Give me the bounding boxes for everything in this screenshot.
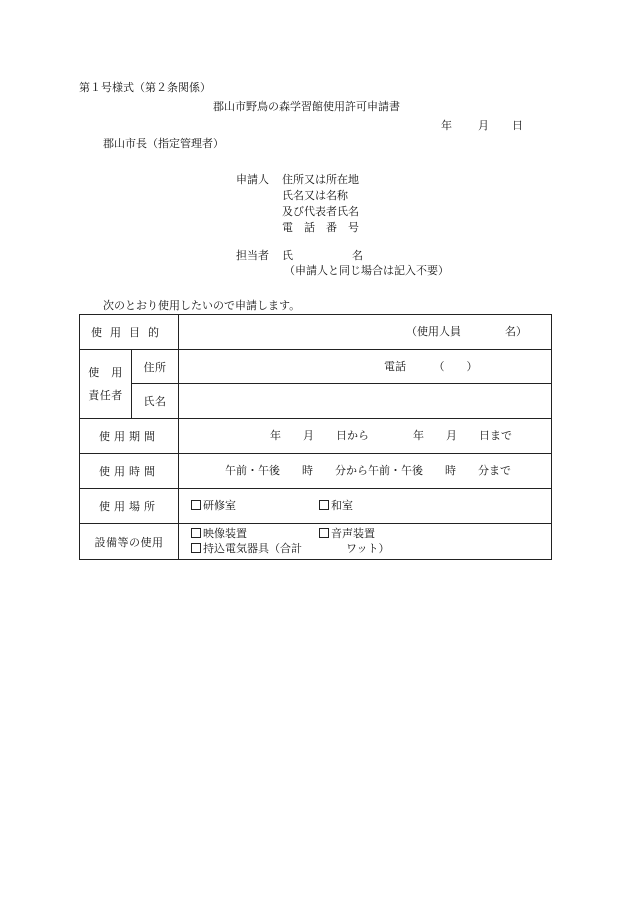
equipment-option-video-label: 映像装置 bbox=[203, 527, 247, 540]
intro-text: 次のとおり使用したいので申請します。 bbox=[103, 299, 301, 312]
row-responsible-name bbox=[80, 384, 552, 419]
row-place bbox=[80, 489, 552, 524]
row-responsible-address bbox=[80, 350, 552, 384]
applicant-phone-label: 電 話 番 号 bbox=[282, 221, 359, 234]
purpose-label: 使用目的 bbox=[80, 315, 179, 350]
checkbox-icon bbox=[191, 543, 201, 553]
place-field bbox=[179, 489, 552, 524]
form-number: 第１号様式（第２条関係） bbox=[79, 81, 211, 94]
place-option-japanese-room[interactable] bbox=[319, 499, 353, 513]
document-title: 郡山市野鳥の森学習館使用許可申請書 bbox=[213, 100, 400, 113]
place-option-training-room-label: 研修室 bbox=[203, 499, 236, 512]
checkbox-icon bbox=[319, 500, 329, 510]
contact-label: 担当者 bbox=[236, 249, 269, 262]
applicant-name-label: 氏名又は名称 bbox=[282, 189, 348, 202]
row-period bbox=[80, 419, 552, 454]
applicant-representative-label: 及び代表者氏名 bbox=[282, 205, 359, 218]
addressee: 郡山市長（指定管理者） bbox=[103, 137, 224, 150]
purpose-field[interactable] bbox=[179, 315, 552, 350]
responsible-label-line1: 使 用 bbox=[88, 365, 123, 379]
checkbox-icon bbox=[319, 528, 329, 538]
time-value: 午前・午後 時 分から午前・午後 時 分まで bbox=[225, 464, 511, 477]
responsible-label-line2: 責任者 bbox=[88, 388, 123, 402]
checkbox-icon bbox=[191, 500, 201, 510]
equipment-field bbox=[179, 524, 552, 560]
place-label: 使用場所 bbox=[80, 489, 179, 524]
responsible-address-label: 住所 bbox=[132, 350, 179, 384]
row-purpose bbox=[80, 315, 552, 350]
equipment-option-electric-label: 持込電気器具（合計 ワット） bbox=[203, 542, 390, 555]
period-field[interactable] bbox=[179, 419, 552, 454]
applicant-label: 申請人 bbox=[236, 173, 269, 186]
responsible-phone: 電話 （ ） bbox=[384, 360, 478, 373]
period-value: 年 月 日から 年 月 日まで bbox=[270, 429, 512, 442]
equipment-option-audio-label: 音声装置 bbox=[331, 527, 375, 540]
applicant-address-label: 住所又は所在地 bbox=[282, 173, 359, 186]
place-option-japanese-room-label: 和室 bbox=[331, 499, 353, 512]
responsible-name-label: 氏名 bbox=[132, 384, 179, 419]
date-day-label: 日 bbox=[512, 119, 523, 132]
responsible-address-field[interactable] bbox=[179, 350, 552, 384]
equipment-option-audio[interactable] bbox=[319, 527, 375, 541]
contact-name-right: 名 bbox=[352, 249, 363, 262]
time-field[interactable] bbox=[179, 454, 552, 489]
contact-name-left: 氏 bbox=[282, 249, 293, 262]
contact-note: （申請人と同じ場合は記入不要） bbox=[284, 264, 449, 277]
equipment-label: 設備等の使用 bbox=[80, 524, 179, 560]
responsible-name-field[interactable] bbox=[179, 384, 552, 419]
date-month-label: 月 bbox=[478, 119, 489, 132]
row-time bbox=[80, 454, 552, 489]
place-option-training-room[interactable] bbox=[191, 499, 236, 513]
equipment-option-electric[interactable] bbox=[191, 542, 389, 556]
period-label: 使用期間 bbox=[80, 419, 179, 454]
equipment-option-video[interactable] bbox=[191, 527, 247, 541]
time-label: 使用時間 bbox=[80, 454, 179, 489]
application-table bbox=[79, 314, 552, 560]
row-equipment bbox=[80, 524, 552, 560]
responsible-label bbox=[80, 350, 132, 419]
checkbox-icon bbox=[191, 528, 201, 538]
date-year-label: 年 bbox=[441, 119, 452, 132]
purpose-headcount: （使用人員 名） bbox=[406, 325, 527, 338]
